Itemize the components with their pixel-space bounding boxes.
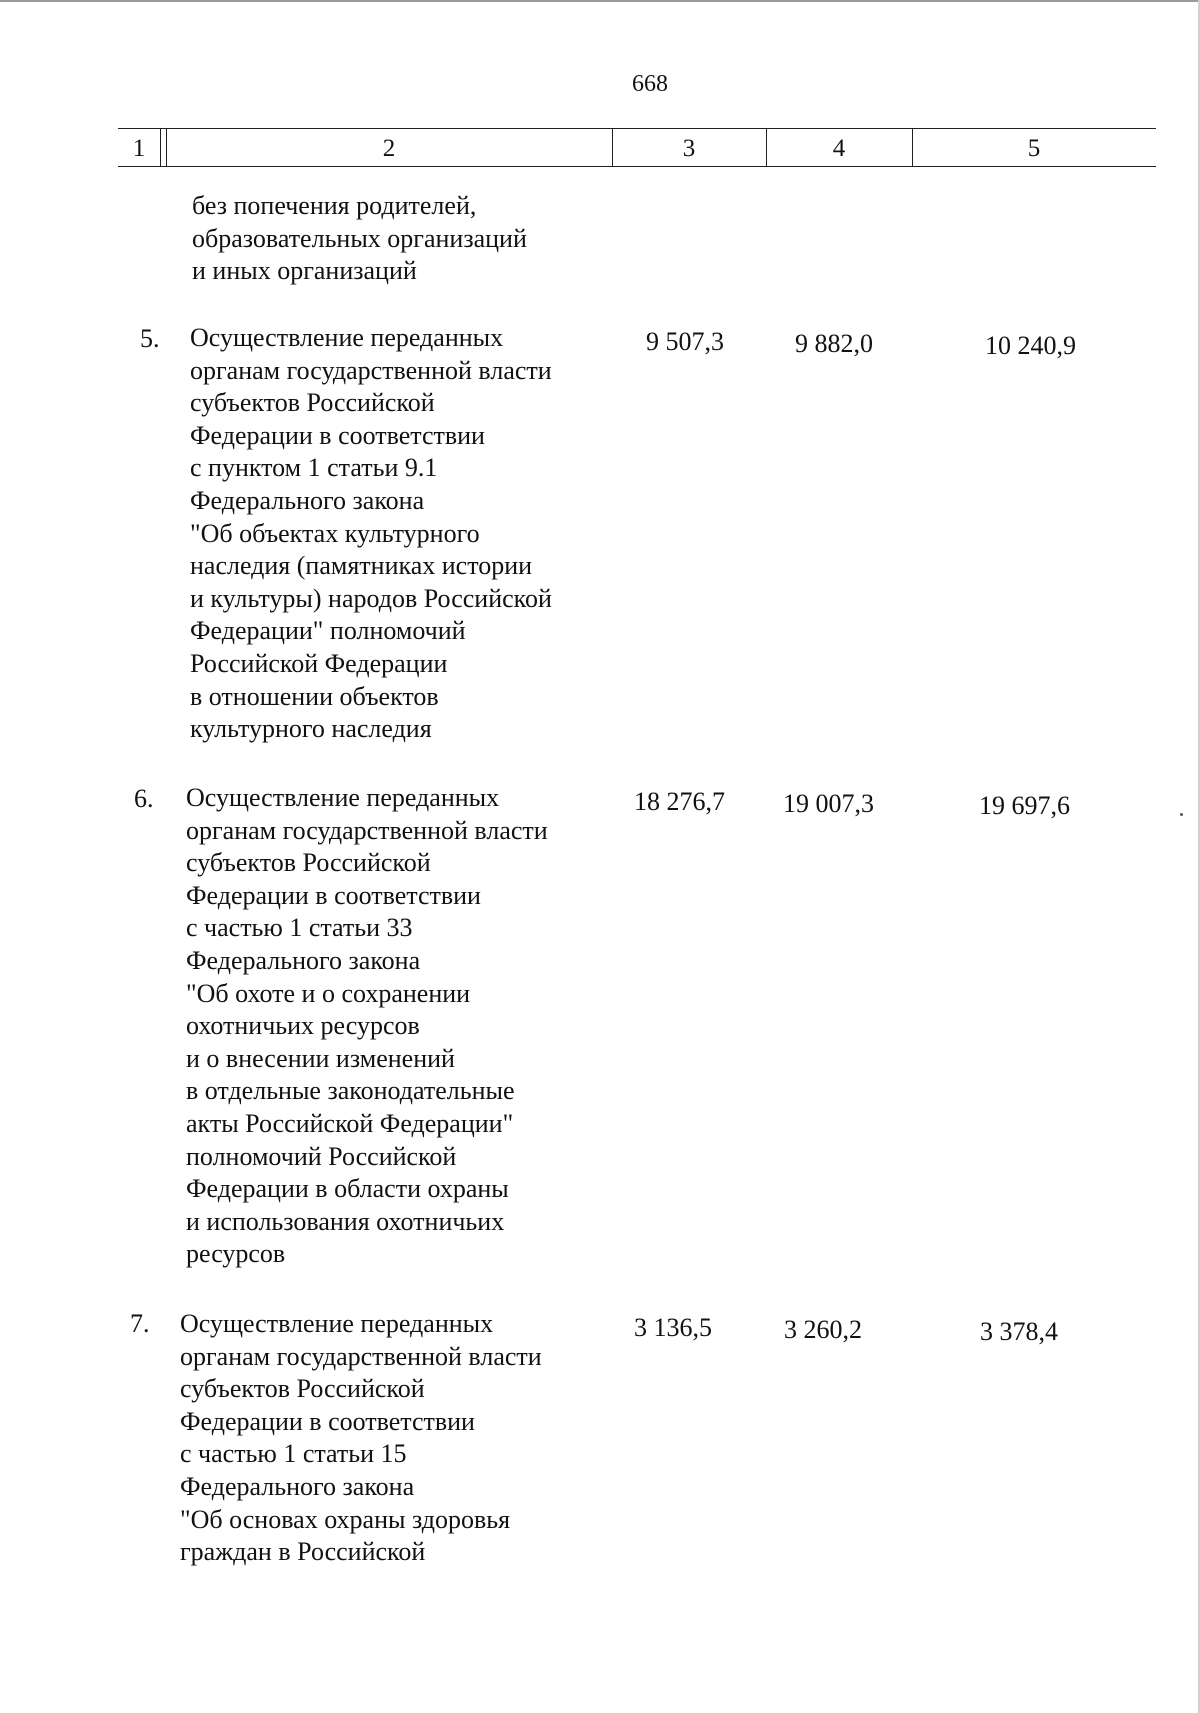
row-description: Осуществление переданных органам государственной власти субъектов Российской Федерации в соответствии с частью 1 статьи 15 Федерального закона "Об основах охраны здоровья граждан в Российской [180, 1309, 542, 1567]
header-cell-3: 3 [682, 135, 696, 162]
continued-description: без попечения родителей, образовательных организаций и иных организаций [192, 191, 527, 286]
row-description: Осуществление переданных органам государственной власти субъектов Российской Федерации в соответствии с пунктом 1 статьи 9.1 Федерального закона "Об объектах культурного наследия (памятниках истории и культуры) народов Российской Федерации" полномочий Российской Федерации в отношении объектов культурного наследия [190, 323, 552, 744]
scan-speck [1180, 813, 1183, 816]
row-value-col-5: 19 697,6 [979, 791, 1070, 820]
row-value-col-4: 19 007,3 [783, 789, 874, 818]
row-index: 5. [140, 324, 160, 353]
row-value-col-4: 3 260,2 [784, 1315, 862, 1344]
row-index: 6. [134, 784, 154, 813]
row-value-col-5: 10 240,9 [985, 331, 1076, 360]
header-cell-2: 2 [382, 135, 396, 162]
header-cell-1: 1 [132, 135, 146, 162]
row-value-col-3: 18 276,7 [634, 787, 725, 816]
row-value-col-3: 9 507,3 [646, 327, 724, 356]
header-cell-5: 5 [1027, 135, 1041, 162]
row-value-col-4: 9 882,0 [795, 329, 873, 358]
header-bottom-rule [118, 166, 1156, 167]
row-value-col-3: 3 136,5 [634, 1313, 712, 1342]
row-description: Осуществление переданных органам государственной власти субъектов Российской Федерации в соответствии с частью 1 статьи 33 Федерального закона "Об охоте и о сохранении охотничьих ресурсов и о внесении изменений в отдельные законодательные акты Российской Федерации" полномочий Российской Федерации в области охраны и использования охотничьих ресурсов [186, 783, 548, 1269]
table-header [118, 128, 1156, 169]
row-value-col-5: 3 378,4 [980, 1317, 1058, 1346]
page-number: 668 [632, 71, 668, 97]
header-top-rule [118, 128, 1156, 129]
row-index: 7. [130, 1309, 150, 1338]
scan-top-edge [0, 0, 1200, 2]
header-cell-4: 4 [832, 135, 846, 162]
header-divider-1 [160, 128, 161, 166]
